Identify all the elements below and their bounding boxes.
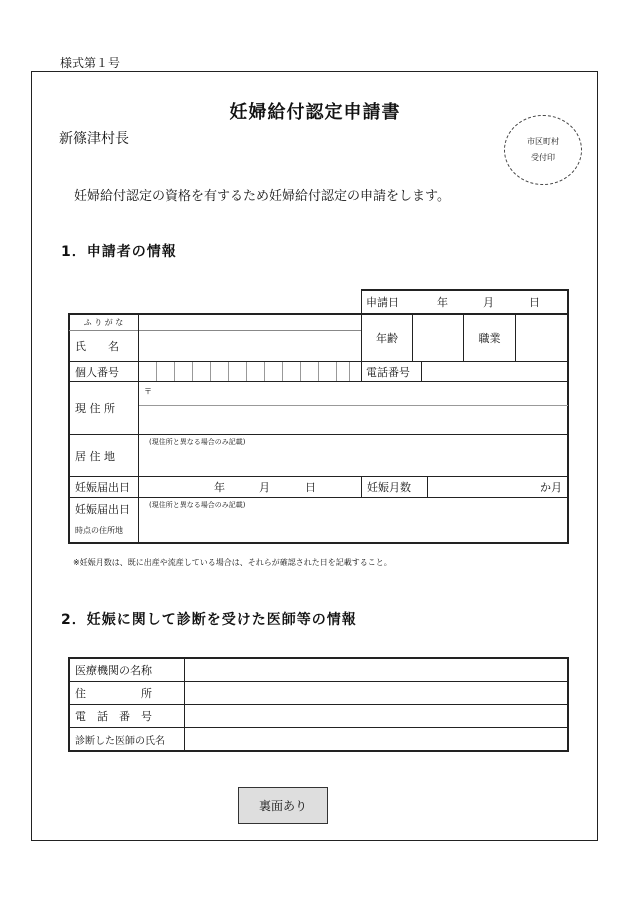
stamp-line1: 市区町村 [527, 137, 559, 146]
clinic-name-field[interactable] [185, 659, 567, 681]
addressee: 新篠津村長 [59, 131, 129, 147]
footnote: ※妊娠月数は、既に出産や流産している場合は、それらが確認された日を記載すること。 [73, 558, 392, 567]
clinic-phone-field[interactable] [185, 705, 567, 727]
intro-text: 妊婦給付認定の資格を有するため妊婦給付認定の申請をします。 [74, 189, 450, 204]
doctor-name-label: 診断した医師の氏名 [75, 735, 165, 747]
residence-field[interactable] [139, 449, 567, 475]
months-unit: か月 [540, 481, 562, 494]
pregnancy-address-note: (現住所と異なる場合のみ記載) [149, 501, 246, 509]
application-month-label: 月 [483, 296, 494, 309]
age-field[interactable] [413, 314, 463, 361]
residence-note: (現住所と異なる場合のみ記載) [149, 438, 246, 446]
section1-heading: 1．申請者の情報 [61, 244, 177, 260]
stamp-line2: 受付印 [531, 153, 555, 162]
reception-stamp-circle [504, 115, 582, 185]
application-date-label: 申請日 [366, 296, 399, 309]
name-label: 氏 名 [75, 340, 119, 353]
age-label: 年齢 [376, 331, 398, 345]
form-number: 様式第１号 [60, 56, 121, 70]
furigana-label: ふ り が な [83, 317, 124, 327]
application-year-label: 年 [437, 296, 448, 309]
clinic-name-label: 医療機関の名称 [75, 664, 152, 677]
pregnancy-date-label: 妊娠届出日 [75, 481, 130, 494]
occupation-label: 職業 [478, 331, 501, 345]
doctor-name-field[interactable] [185, 728, 567, 750]
name-field[interactable] [139, 331, 360, 361]
clinic-phone-label: 電 話 番 号 [75, 710, 152, 723]
phone-field[interactable] [422, 362, 567, 381]
pregnancy-months-label: 妊娠月数 [367, 481, 411, 494]
pregnancy-year-label: 年 [214, 481, 225, 494]
back-side-button[interactable]: 裏面あり [238, 787, 328, 824]
occupation-field[interactable] [516, 314, 567, 361]
pregnancy-address-label-line1: 妊娠届出日 [75, 503, 130, 516]
address-field[interactable] [160, 383, 567, 433]
section2-heading: 2．妊娠に関して診断を受けた医師等の情報 [61, 612, 357, 628]
pregnancy-month-label: 月 [259, 481, 270, 494]
pregnancy-address-label-line2: 時点の住所地 [75, 525, 123, 535]
phone-label: 電話番号 [366, 365, 410, 379]
personal-number-label: 個人番号 [75, 365, 119, 379]
page-title: 妊婦給付認定申請書 [229, 102, 401, 123]
postal-mark: 〒 [144, 386, 152, 396]
pregnancy-address-field[interactable] [139, 512, 567, 542]
address-label: 現 住 所 [75, 402, 115, 415]
residence-label: 居 住 地 [75, 449, 115, 463]
clinic-address-label: 住 所 [75, 687, 152, 700]
personal-number-field[interactable] [139, 362, 360, 381]
pregnancy-months-field[interactable] [428, 477, 528, 497]
application-day-label: 日 [529, 296, 540, 309]
pregnancy-day-label: 日 [305, 481, 316, 494]
clinic-address-field[interactable] [185, 682, 567, 704]
furigana-field[interactable] [139, 315, 360, 330]
